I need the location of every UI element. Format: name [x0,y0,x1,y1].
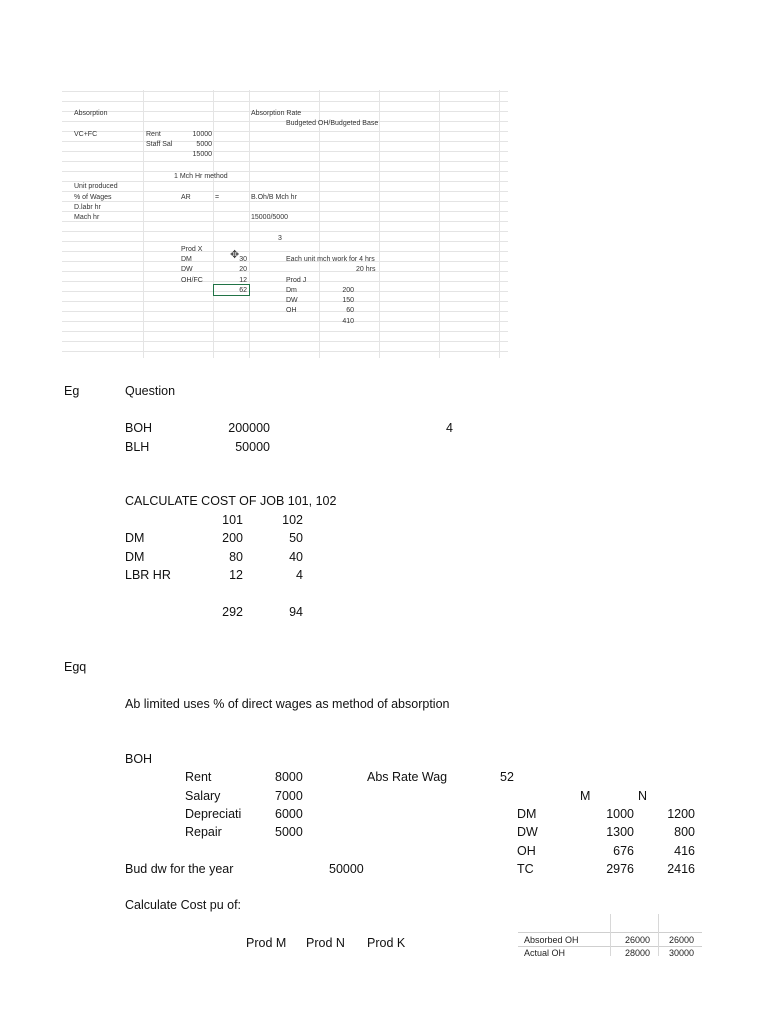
snip-absorbed-n: 26000 [669,935,695,945]
move-cursor-icon: ✥ [230,249,240,261]
eg-row-v1: 12 [229,568,243,582]
snip-actual-n: 30000 [669,948,695,956]
eg-row-label: DM [125,531,145,545]
eg-row-v2: 4 [296,568,303,582]
egq-cost-label: OH [517,844,536,858]
eg-total1: 292 [222,605,243,619]
sheet-j-dm-label: Dm [286,287,297,294]
egq-item-label: Depreciati [185,807,242,821]
egq-item-value: 8000 [275,770,303,784]
sheet-mch-hr: Mach hr [74,214,100,221]
sheet-vc-fc: VC+FC [74,131,98,138]
sheet-pct-wages: % of Wages [74,194,112,201]
egq-col-n: N [638,789,648,803]
absorbed-oh-snapshot [518,914,702,956]
egq-cost-m: 2976 [606,862,634,876]
sheet-hrs20: 20 hrs [356,266,376,273]
egq-desc: Ab limited uses % of direct wages as method of absorption [125,697,450,711]
egq-cost-m: 1000 [606,807,634,821]
sheet-j-dw: 150 [342,297,354,304]
egq-col-m: M [580,789,591,803]
egq-item-value: 7000 [275,789,303,803]
snip-absorbed-m: 26000 [625,935,651,945]
sheet-j-oh-label: OH [286,307,297,314]
sheet-j-oh: 60 [346,307,354,314]
egq-prod-n: Prod N [306,936,345,950]
sheet-x-total: 62 [239,287,247,294]
eg-row-v1: 200 [222,531,243,545]
sheet-rent-value: 10000 [192,131,212,138]
eg-question: Question [125,384,176,398]
egq-prod-m: Prod M [246,936,287,950]
spreadsheet-snapshot [62,90,508,358]
eg-row-v1: 80 [229,550,243,564]
eg-boh-label: BOH [125,421,153,435]
eg-calc-title: CALCULATE COST OF JOB 101, 102 [125,494,337,508]
sheet-staff-sal-label: Staff Sal [146,141,173,148]
egq-item-value: 6000 [275,807,303,821]
sheet-rate: 3 [278,235,282,242]
egq-cost-n: 2416 [667,862,695,876]
sheet-dw: DW [181,266,193,273]
snip-absorbed-label: Absorbed OH [524,935,579,945]
eg-blh-value: 50000 [235,440,270,454]
egq-item-label: Salary [185,789,221,803]
egq-cost-label: DW [517,825,538,839]
sheet-x-dw: 20 [239,266,247,273]
sheet-each-unit: Each unit mch work for 4 hrs [286,256,375,263]
sheet-eq: = [215,194,220,201]
egq-cost-label: TC [517,862,534,876]
sheet-absorption: Absorption [74,110,108,117]
egq-cost-n: 416 [674,844,695,858]
sheet-mch-method: 1 Mch Hr method [174,173,228,180]
sheet-dm: DM [181,256,192,263]
egq-item-label: Rent [185,770,212,784]
eg-total2: 94 [289,605,303,619]
sheet-absorption-rate: Absorption Rate [251,110,302,117]
snip-actual-m: 28000 [625,948,651,956]
sheet-j-total: 410 [342,318,354,325]
egq-item-value: 5000 [275,825,303,839]
sheet-total-value: 15000 [192,151,212,158]
egq-cost-n: 1200 [667,807,695,821]
sheet-prod-j: Prod J [286,277,307,284]
eg-row-v2: 40 [289,550,303,564]
eg-col2: 102 [282,513,303,527]
snip-actual-label: Actual OH [524,948,566,956]
eg-blh-label: BLH [125,440,150,454]
sheet-j-dm: 200 [342,287,354,294]
egq-cost-m: 1300 [606,825,634,839]
egq-abs-rate-label: Abs Rate Wag [367,770,448,784]
eg-row-label: LBR HR [125,568,171,582]
eg-row-v2: 50 [289,531,303,545]
sheet-budgeted-formula: Budgeted OH/Budgeted Base [286,120,379,127]
sheet-b-oh: B.Oh/B Mch hr [251,194,297,201]
sheet-rent-label: Rent [146,131,161,138]
sheet-ar: AR [181,194,191,201]
sheet-d-labr-hr: D.labr hr [74,204,101,211]
egq-cost-m: 676 [613,844,634,858]
sheet-x-dm: 30 [239,256,247,263]
sheet-calc: 15000/5000 [251,214,288,221]
egq-bud-value: 50000 [329,862,364,876]
sheet-prod-x: Prod X [181,246,203,253]
egq-cost-n: 800 [674,825,695,839]
egq-item-label: Repair [185,825,222,839]
eg-col1: 101 [222,513,243,527]
egq-bud-label: Bud dw for the year [125,862,234,876]
sheet-x-oh: 12 [239,277,247,284]
egq-calc-pu: Calculate Cost pu of: [125,898,242,912]
eg-row-label: DM [125,550,145,564]
sheet-staff-sal-value: 5000 [196,141,212,148]
sheet-oh-fc: OH/FC [181,277,203,284]
egq-prod-k: Prod K [367,936,406,950]
eg-boh-value: 200000 [228,421,270,435]
egq-cost-label: DM [517,807,537,821]
egq-label: Egq [64,660,87,674]
eg-label: Eg [64,384,80,398]
sheet-unit-produced: Unit produced [74,183,118,190]
egq-boh-label: BOH [125,752,153,766]
egq-abs-rate-value: 52 [500,770,514,784]
sheet-j-dw-label: DW [286,297,298,304]
eg-rate: 4 [446,421,453,435]
